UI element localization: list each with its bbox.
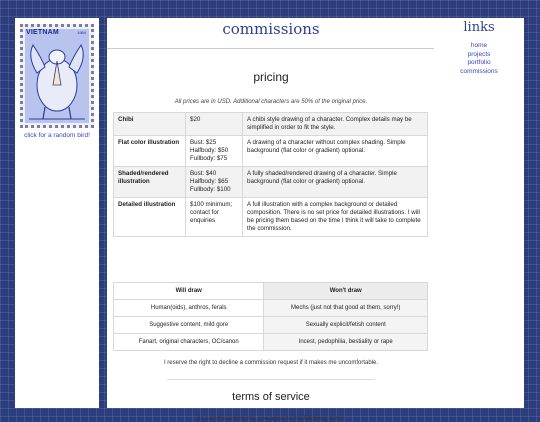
price-line: Halfbody: $65: [190, 178, 229, 185]
price-line: $100 minimum;: [190, 201, 233, 208]
decline-note: I reserve the right to decline a commission request if it makes me uncomfortable.: [163, 360, 379, 366]
stamp-country-text: VIETNAM: [26, 29, 59, 36]
will-draw-cell: Human(oids), anthros, ferals: [114, 300, 264, 317]
price-line: contact for: [190, 209, 219, 216]
commission-type: Shaded/rendered illustration: [114, 167, 186, 198]
price-line: enquiries: [190, 217, 216, 224]
nav-link-portfolio[interactable]: portfolio: [467, 59, 491, 66]
table-row: [114, 300, 428, 317]
pricing-note: All prices are in USD. Additional characters are 50% of the original price.: [174, 99, 368, 105]
table-row: [114, 167, 428, 198]
commission-description: A drawing of a character without complex shading. Simple background (flat color or gradient) optional.: [243, 136, 428, 167]
commission-description: A fully shaded/rendered drawing of a character. Simple background (flat color or gradient) optional.: [243, 167, 428, 198]
commission-description: A chibi style drawing of a character. Complex details may be simplified in order to fit the style.: [243, 113, 428, 136]
links-heading: links: [463, 20, 495, 35]
will-draw-table: [113, 282, 428, 351]
commission-price: [186, 136, 243, 167]
nav-link-commissions[interactable]: commissions: [460, 67, 498, 75]
table-row: [114, 334, 428, 351]
main-content: [107, 18, 435, 422]
pricing-table: [113, 112, 428, 237]
nav-link-home[interactable]: home: [470, 42, 488, 49]
commission-price: [186, 113, 243, 136]
wont-draw-header: Won't draw: [264, 283, 428, 300]
page-title: commissions: [222, 20, 320, 38]
price-line: Bust: $25: [190, 139, 217, 146]
will-draw-header: Will draw: [114, 283, 264, 300]
links-nav: [434, 42, 524, 76]
pelican-illustration: [23, 27, 91, 125]
commission-type: Detailed illustration: [114, 198, 186, 237]
will-draw-cell: Fanart, original characters, OC/canon: [114, 334, 264, 351]
nav-link-projects[interactable]: projects: [467, 50, 491, 58]
commission-price: [186, 167, 243, 198]
tos-heading: terms of service: [232, 391, 310, 403]
will-draw-cell: Suggestive content, mild gore: [114, 317, 264, 334]
commission-type: Chibi: [114, 113, 186, 136]
tos-intro: By commissioning me, you agree to the following terms:: [196, 416, 346, 422]
price-line: Bust: $40: [190, 170, 217, 177]
title-divider: [107, 48, 435, 49]
commission-price: [186, 198, 243, 237]
section-divider: [167, 379, 375, 380]
price-line: Fullbody: $100: [190, 186, 231, 193]
table-header-row: [114, 283, 428, 300]
right-sidebar: [434, 18, 524, 408]
table-row: [114, 317, 428, 334]
left-sidebar: [15, 18, 99, 408]
price-line: Halfbody: $50: [190, 147, 229, 154]
bird-stamp-image[interactable]: [20, 24, 94, 128]
stamp-year-text: 1984: [77, 30, 86, 35]
price-line: Fullbody: $75: [190, 155, 228, 162]
pricing-heading: pricing: [253, 70, 289, 84]
wont-draw-cell: Incest, pedophilia, bestiality or rape: [264, 334, 428, 351]
table-row: [114, 198, 428, 237]
table-row: [114, 136, 428, 167]
commission-description: A full illustration with a complex background or detailed composition. There is no set price for detailed illustrations. I will be pricing them based on the time I think it will take to complete the commission.: [243, 198, 428, 237]
table-row: [114, 113, 428, 136]
commission-type: Flat color illustration: [114, 136, 186, 167]
price-line: $20: [190, 116, 201, 123]
random-bird-link[interactable]: click for a random bird!: [24, 132, 90, 139]
wont-draw-cell: Mechs (just not that good at them, sorry!): [264, 300, 428, 317]
wont-draw-cell: Sexually explicit/fetish content: [264, 317, 428, 334]
